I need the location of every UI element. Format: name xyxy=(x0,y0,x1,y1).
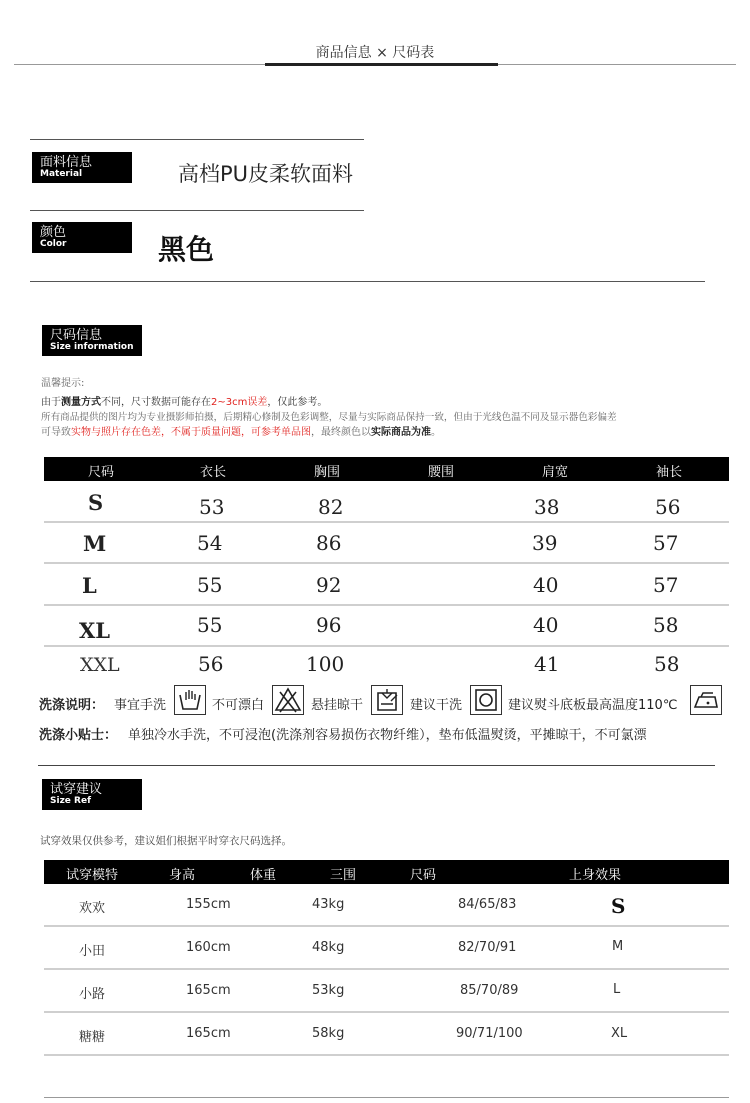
fit-table-header xyxy=(44,860,729,884)
row-divider xyxy=(44,562,729,564)
row-divider xyxy=(44,1011,729,1013)
sleeve-value: 57 xyxy=(653,531,679,555)
model-height: 160cm xyxy=(186,940,231,955)
length-value: 56 xyxy=(198,652,224,676)
tip-line-2: 所有商品提供的图片均为专业摄影师拍摄，后期精心修制及色彩调整，尽量与实际商品保持一致，但由于光线色温不同及显示器色彩偏差 xyxy=(41,412,617,423)
color-value: 黑色 xyxy=(158,233,215,266)
model-weight: 43kg xyxy=(312,897,345,912)
model-name: 小田 xyxy=(79,944,106,959)
material-tag xyxy=(32,152,132,183)
length-value: 54 xyxy=(197,531,223,555)
fit-note: 试穿效果仅供参考，建议姐们根据平时穿衣尺码选择。 xyxy=(40,835,292,847)
length-value: 55 xyxy=(197,573,223,597)
col-bust: 胸围 xyxy=(314,465,341,480)
model-size: M xyxy=(612,939,624,954)
color-tag-cn: 颜色 xyxy=(40,225,67,240)
care-bottom-line xyxy=(38,765,715,766)
care-tips: 单独冷水手洗，不可浸泡(洗涤剂容易损伤衣物纤维），垫布低温熨烫，平摊晾干，不可氯漂 xyxy=(128,728,647,743)
bust-value: 92 xyxy=(316,573,342,597)
sleeve-value: 58 xyxy=(653,613,679,637)
material-value: 高档PU皮柔软面料 xyxy=(178,162,354,186)
row-divider xyxy=(44,645,729,647)
col-measurements: 三围 xyxy=(330,868,357,883)
dry-clean-icon xyxy=(470,685,502,715)
color-bottom-line xyxy=(30,281,705,282)
tip1-a: 由于 xyxy=(41,397,61,408)
tip-line-3 xyxy=(41,425,441,440)
care-tips-label: 洗涤小贴士： xyxy=(39,728,118,743)
care-item-iron: 建议熨斗底板最高温度110℃ xyxy=(508,698,678,713)
model-size: S xyxy=(611,894,626,918)
row-divider xyxy=(44,968,729,970)
tip3-b: 实物与照片存在色差，不属于质量问题，可参考单品图 xyxy=(71,427,311,438)
col-waist: 腰围 xyxy=(428,465,455,480)
shoulder-value: 40 xyxy=(533,613,559,637)
col-effect: 上身效果 xyxy=(569,868,622,883)
material-top-line xyxy=(30,139,364,140)
col-height: 身高 xyxy=(169,868,196,883)
size-label: M xyxy=(83,531,107,556)
col-size: 尺码 xyxy=(88,465,115,480)
size-table-header xyxy=(44,457,729,481)
iron-icon xyxy=(690,685,722,715)
care-item-hang-dry: 悬挂晾干 xyxy=(311,698,364,713)
row-divider xyxy=(44,521,729,523)
model-height: 165cm xyxy=(186,983,231,998)
bust-value: 100 xyxy=(306,652,345,676)
col-model: 试穿模特 xyxy=(66,868,119,883)
material-bottom-line xyxy=(30,210,364,211)
size-label: L xyxy=(82,573,97,598)
header-accent-line xyxy=(265,63,498,66)
tip-line-1 xyxy=(41,395,327,410)
shoulder-value: 40 xyxy=(533,573,559,597)
care-item-no-bleach: 不可漂白 xyxy=(212,698,265,713)
size-label: XL xyxy=(79,618,111,643)
color-tag-en: Color xyxy=(40,239,67,249)
shoulder-value: 38 xyxy=(534,495,560,519)
col-weight: 体重 xyxy=(250,868,277,883)
model-weight: 58kg xyxy=(312,1026,345,1041)
tip3-e: 。 xyxy=(431,427,441,438)
tip1-c: 不同，尺寸数据可能存在 xyxy=(101,397,211,408)
length-value: 53 xyxy=(199,495,225,519)
size-info-tag-en: Size information xyxy=(50,342,134,352)
col-shoulder: 肩宽 xyxy=(542,465,569,480)
shoulder-value: 41 xyxy=(534,652,560,676)
page-header xyxy=(0,0,750,70)
model-measurements: 90/71/100 xyxy=(456,1026,523,1041)
model-size: XL xyxy=(611,1026,628,1041)
tip1-b: 测量方式 xyxy=(61,397,101,408)
sleeve-value: 56 xyxy=(655,495,681,519)
model-size: L xyxy=(613,982,621,997)
tip-title: 温馨提示: xyxy=(41,378,85,389)
tip3-a: 可导致 xyxy=(41,427,71,438)
bust-value: 96 xyxy=(316,613,342,637)
hang-dry-icon xyxy=(371,685,403,715)
col-length: 衣长 xyxy=(200,465,227,480)
sleeve-value: 57 xyxy=(653,573,679,597)
model-measurements: 82/70/91 xyxy=(458,940,517,955)
length-value: 55 xyxy=(197,613,223,637)
header-title: 商品信息 × 尺码表 xyxy=(315,45,435,61)
model-weight: 48kg xyxy=(312,940,345,955)
model-name: 糖糖 xyxy=(79,1030,106,1045)
row-divider xyxy=(44,604,729,606)
size-info-tag xyxy=(42,325,142,356)
fit-tag-en: Size Ref xyxy=(50,796,91,806)
care-item-dry-clean: 建议干洗 xyxy=(410,698,463,713)
bust-value: 86 xyxy=(316,531,342,555)
col-fit-size: 尺码 xyxy=(410,868,437,883)
fit-tag xyxy=(42,779,142,810)
model-weight: 53kg xyxy=(312,983,345,998)
tip1-d: 2~3cm误差 xyxy=(211,397,268,408)
size-label: S xyxy=(88,490,104,515)
page-bottom-line xyxy=(44,1097,729,1098)
model-measurements: 85/70/89 xyxy=(460,983,519,998)
model-height: 165cm xyxy=(186,1026,231,1041)
hand-wash-icon xyxy=(174,685,206,715)
tip1-e: ，仅此参考。 xyxy=(267,397,328,408)
tip3-c: ，最终颜色以 xyxy=(311,427,371,438)
material-tag-en: Material xyxy=(40,169,83,179)
bust-value: 82 xyxy=(318,495,344,519)
row-divider xyxy=(44,1054,729,1056)
no-bleach-icon xyxy=(272,685,304,715)
tip3-d: 实际商品为准 xyxy=(371,427,431,438)
size-info-tag-cn: 尺码信息 xyxy=(50,328,103,343)
care-label: 洗涤说明： xyxy=(39,698,105,713)
size-label: XXL xyxy=(80,654,120,676)
fit-tag-cn: 试穿建议 xyxy=(50,782,103,797)
model-name: 小路 xyxy=(79,987,106,1002)
row-divider xyxy=(44,925,729,927)
care-item-hand-wash: 事宜手洗 xyxy=(114,698,167,713)
sleeve-value: 58 xyxy=(654,652,680,676)
model-name: 欢欢 xyxy=(79,901,106,916)
model-height: 155cm xyxy=(186,897,231,912)
color-tag xyxy=(32,222,132,253)
shoulder-value: 39 xyxy=(532,531,558,555)
material-tag-cn: 面料信息 xyxy=(40,155,93,170)
model-measurements: 84/65/83 xyxy=(458,897,517,912)
col-sleeve: 袖长 xyxy=(656,465,683,480)
